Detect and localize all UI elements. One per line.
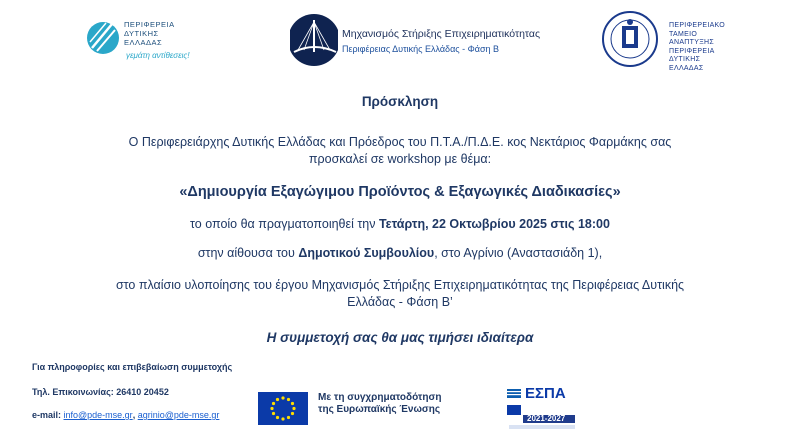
- invitation-title: Πρόσκληση: [361, 94, 439, 109]
- region-logo-text: ΠΕΡΙΦΕΡΕΙΑ ΔΥΤΙΚΗΣ ΕΛΛΑΔΑΣ: [124, 20, 175, 47]
- mechanism-logo: [290, 10, 570, 70]
- phone-line: Τηλ. Επικοινωνίας: 26410 20452: [32, 387, 169, 397]
- region-slogan: γεμάτη αντίθεσεις!: [126, 51, 190, 60]
- fund-logo-text: ΠΕΡΙΦΕΡΕΙΑΚΟ ΤΑΜΕΙΟ ΑΝΑΠΤΥΞΗΣ ΠΕΡΙΦΕΡΕΙΑ ΔΥΤΙΚΗΣ ΕΛΛΑΔΑΣ: [669, 22, 726, 72]
- info-label: Για πληροφορίες και επιβεβαίωση συμμετοχής: [32, 362, 233, 372]
- venue-bold: Δημοτικού Συμβουλίου: [298, 246, 435, 260]
- eu-flag: [258, 392, 308, 425]
- espa-years: 2021-2027: [527, 414, 566, 423]
- email-link-info[interactable]: info@pde-mse.gr: [63, 410, 133, 420]
- event-datetime: το οποίο θα πραγματοποιηθεί την Τετάρτη, 22 Οκτωβρίου 2025 στις 18:00: [190, 217, 610, 231]
- fund-logo: [595, 10, 735, 70]
- email-link-agrinio[interactable]: agrinio@pde-mse.gr: [137, 410, 220, 420]
- espa-title: ΕΣΠΑ: [525, 385, 566, 402]
- region-emblem-icon: [86, 18, 120, 58]
- closing-line: Η συμμετοχή σας θα μας τιμήσει ιδιαίτερα: [266, 330, 534, 345]
- mechanism-title: Μηχανισμός Στήριξης Επιχειρηματικότητας: [342, 28, 541, 40]
- context-line-2: Ελλάδας - Φάση Β’: [347, 295, 453, 309]
- bridge-emblem-icon: [290, 12, 338, 68]
- intro-line-1: Ο Περιφερειάρχης Δυτικής Ελλάδας και Πρόεδρος του Π.Τ.Α./Π.Δ.Ε. κος Νεκτάριος Φαρμάκης σας: [128, 135, 672, 149]
- event-date-bold: Τετάρτη, 22 Οκτωβρίου 2025 στις 18:00: [378, 217, 610, 231]
- region-logo: [86, 16, 236, 66]
- intro-line-2: προσκαλεί σε workshop με θέμα:: [308, 152, 492, 166]
- eu-cofunding-text: Με τη συγχρηματοδότηση της Ευρωπαϊκής Ένωσης: [318, 392, 442, 415]
- fund-seal-icon: [599, 10, 661, 68]
- mechanism-subtitle: Περιφέρειας Δυτικής Ελλάδας - Φάση Β: [342, 44, 500, 54]
- email-line: e-mail: info@pde-mse.gr, agrinio@pde-mse.gr: [32, 410, 220, 420]
- event-venue: στην αίθουσα του Δημοτικού Συμβουλίου, στο Αγρίνιο (Αναστασιάδη 1),: [197, 246, 603, 260]
- context-line-1: στο πλαίσιο υλοποίησης του έργου Μηχανισμός Στήριξης Επιχειρηματικότητας της Περιφέρειας Δυτικής: [115, 278, 685, 292]
- eu-stars-icon: [258, 392, 308, 425]
- workshop-topic: «Δημιουργία Εξαγώγιμου Προϊόντος & Εξαγωγικές Διαδικασίες»: [179, 184, 621, 200]
- espa-logo: [505, 385, 580, 433]
